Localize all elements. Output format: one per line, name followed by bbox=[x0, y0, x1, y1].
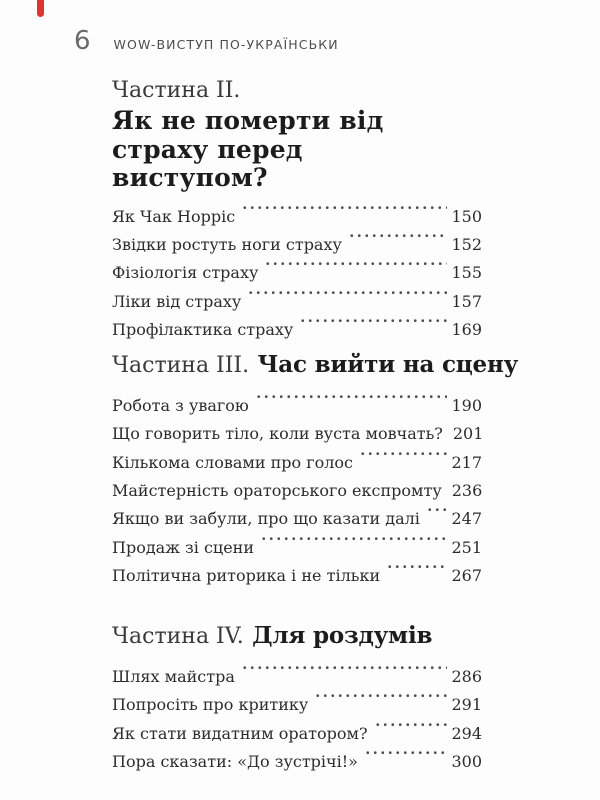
toc-entry bbox=[112, 562, 482, 590]
toc-entry-title: Що говорить тіло, коли вуста мовчать? bbox=[112, 424, 443, 444]
toc-entry bbox=[112, 663, 482, 691]
part-title: Для роздумів bbox=[252, 622, 433, 649]
toc-entry bbox=[112, 691, 482, 719]
dot-leader bbox=[426, 505, 448, 533]
part-heading bbox=[112, 351, 519, 378]
toc-section bbox=[112, 622, 482, 776]
part-label: Частина III. bbox=[112, 353, 250, 378]
part-label: Частина IV. bbox=[112, 624, 244, 649]
toc-entry-page: 152 bbox=[451, 234, 482, 254]
toc-entry-title: Шлях майстра bbox=[112, 667, 235, 686]
toc-entry-title: Профілактика страху bbox=[112, 319, 294, 339]
toc-entry bbox=[112, 505, 482, 533]
toc-entry-title: Кількома словами про голос bbox=[112, 452, 353, 472]
toc-section bbox=[112, 351, 519, 590]
toc-section bbox=[112, 79, 482, 344]
dot-leader bbox=[260, 534, 447, 562]
toc-entry-page: 150 bbox=[451, 206, 482, 226]
part-title: Час вийти на сцену bbox=[257, 351, 519, 378]
toc-entry-title: Звідки ростуть ноги страху bbox=[112, 234, 342, 254]
toc-entry-title: Як Чак Норріс bbox=[112, 206, 236, 226]
page-header bbox=[74, 26, 339, 56]
toc-entry-page: 291 bbox=[451, 695, 482, 715]
dot-leader bbox=[314, 691, 447, 719]
toc-entry bbox=[112, 203, 482, 231]
toc-entry bbox=[112, 720, 482, 748]
toc-entry-title: Фізіологія страху bbox=[112, 263, 259, 283]
toc-entry bbox=[112, 420, 482, 448]
toc-entry-page: 300 bbox=[451, 752, 482, 772]
toc-entry bbox=[112, 288, 482, 316]
toc-list bbox=[112, 203, 482, 345]
toc-entry bbox=[112, 392, 482, 420]
toc-entry-page: 217 bbox=[451, 452, 482, 472]
toc-entry-title: Продаж зі сцени bbox=[112, 537, 254, 557]
red-accent-mark bbox=[37, 0, 44, 17]
dot-leader bbox=[247, 288, 447, 316]
toc-entry-title: Як стати видатним оратором? bbox=[112, 723, 368, 743]
dot-leader bbox=[299, 316, 447, 344]
part-title: Як не померти від страху перед виступом? bbox=[112, 106, 384, 192]
toc-entry-page: 286 bbox=[451, 667, 482, 686]
toc-entry-page: 155 bbox=[451, 263, 482, 283]
toc-entry-title: Майстерність ораторського експромту bbox=[112, 481, 442, 501]
toc-entry bbox=[112, 449, 482, 477]
dot-leader bbox=[255, 392, 448, 420]
dot-leader bbox=[264, 259, 447, 287]
toc-entry bbox=[112, 534, 482, 562]
toc-entry-page: 157 bbox=[451, 291, 482, 311]
dot-leader bbox=[241, 663, 448, 691]
part-heading bbox=[112, 622, 482, 649]
toc-entry-page: 201 bbox=[452, 424, 484, 444]
toc-entry bbox=[112, 316, 482, 344]
dot-leader bbox=[386, 562, 447, 590]
dot-leader bbox=[348, 231, 448, 259]
toc-entry-title: Попросіть про критику bbox=[112, 695, 309, 715]
toc-entry-page: 236 bbox=[451, 481, 483, 501]
dot-leader bbox=[359, 449, 447, 477]
dot-leader bbox=[364, 748, 448, 776]
toc-entry bbox=[112, 231, 482, 259]
toc-entry bbox=[112, 259, 482, 287]
toc-entry-title: Політична риторика і не тільки bbox=[112, 566, 381, 586]
dot-leader bbox=[374, 720, 448, 748]
part-label: Частина II. bbox=[112, 78, 241, 103]
toc-entry-title: Пора сказати: «До зустрічі!» bbox=[112, 752, 358, 772]
toc-entry-page: 247 bbox=[451, 509, 482, 529]
page-number: 6 bbox=[74, 26, 91, 56]
toc-entry-page: 251 bbox=[451, 537, 482, 557]
toc-entry-page: 294 bbox=[451, 723, 482, 743]
toc-entry-page: 267 bbox=[451, 566, 482, 586]
toc-entry-title: Ліки від страху bbox=[112, 291, 242, 311]
toc-entry bbox=[112, 477, 482, 505]
toc-list bbox=[112, 392, 482, 590]
toc-entry-page: 169 bbox=[451, 319, 482, 339]
toc-entry-page: 190 bbox=[451, 396, 482, 415]
toc-entry-title: Якщо ви забули, про що казати далі bbox=[112, 509, 420, 529]
dot-leader bbox=[241, 203, 447, 231]
running-title: WOW-ВИСТУП ПО-УКРАЇНСЬКИ bbox=[113, 37, 339, 52]
toc-entry bbox=[112, 748, 482, 776]
toc-list bbox=[112, 663, 482, 776]
toc-entry-title: Робота з увагою bbox=[112, 396, 249, 415]
